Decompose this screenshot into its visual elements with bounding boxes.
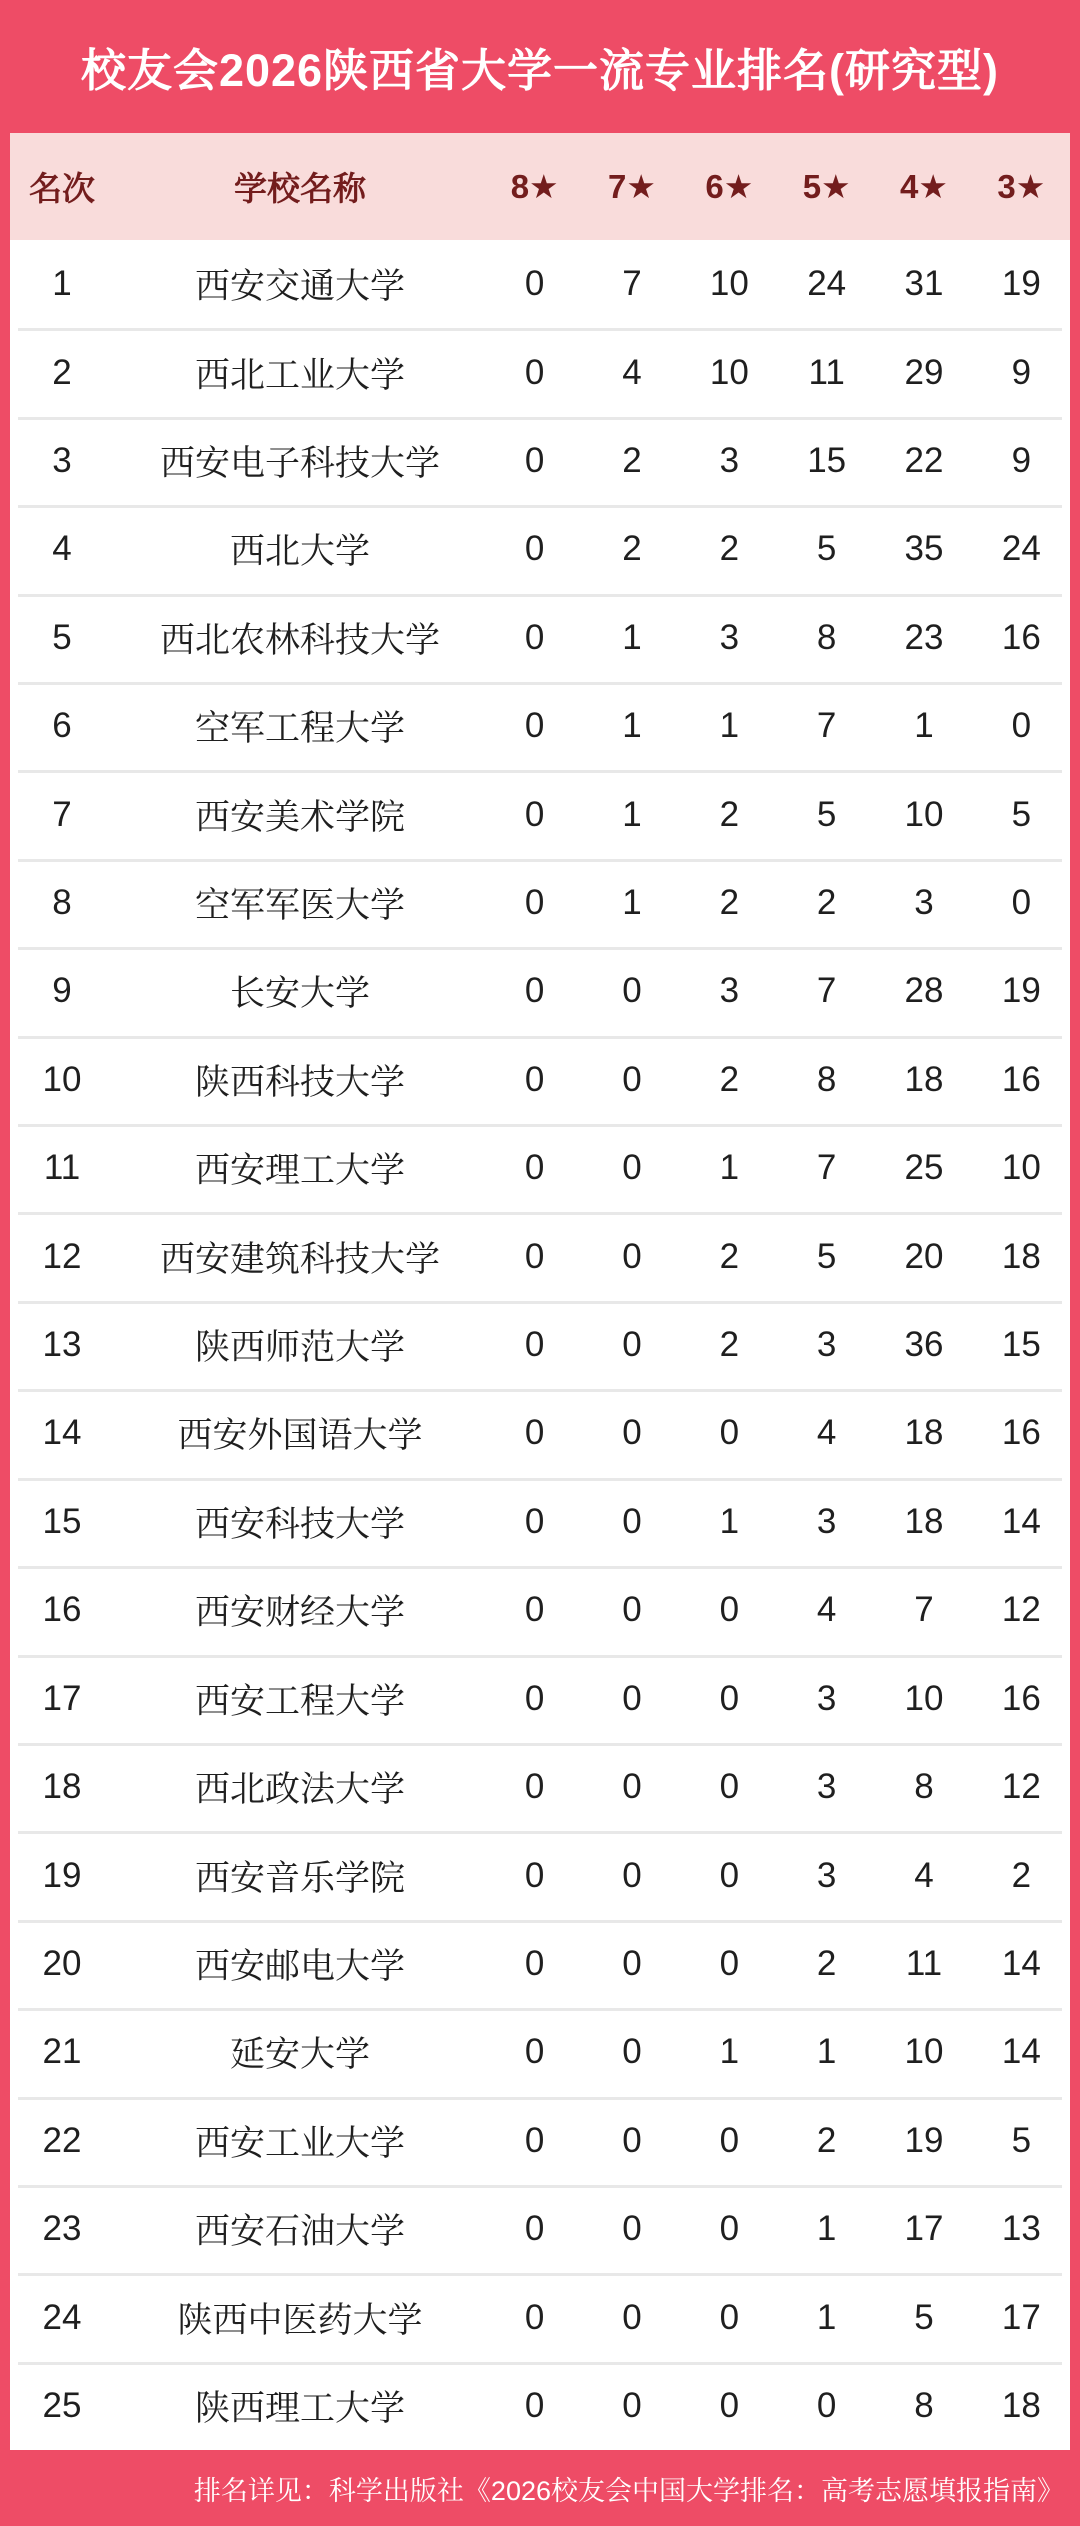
star7-count-cell: 0 xyxy=(622,1855,642,1895)
star3-count-cell: 14 xyxy=(1001,2032,1041,2072)
star6-count-cell: 2 xyxy=(719,1059,740,1099)
star5-count-cell: 5 xyxy=(816,529,837,569)
rank-cell: 21 xyxy=(42,2032,82,2072)
table-row xyxy=(10,770,1070,858)
column-header-rank: 名次 xyxy=(29,170,95,207)
table-row xyxy=(10,328,1070,416)
star4-count-cell: 10 xyxy=(904,2032,944,2072)
star8-count-cell: 0 xyxy=(524,441,545,481)
rank-cell: 19 xyxy=(42,1855,82,1895)
school-name-cell: 西北工业大学 xyxy=(194,355,405,395)
star3-count-cell: 5 xyxy=(1011,794,1032,834)
school-name-cell: 西安外国语大学 xyxy=(177,1416,423,1456)
star3-count-cell: 5 xyxy=(1011,2120,1032,2160)
table-row xyxy=(10,2362,1070,2450)
star4-count-cell: 1 xyxy=(914,706,934,746)
star6-count-cell: 1 xyxy=(719,1501,740,1541)
star8-count-cell: 0 xyxy=(524,352,545,392)
star3-count-cell: 16 xyxy=(1001,1413,1041,1453)
star3-count-cell: 18 xyxy=(1001,2385,1041,2425)
school-name-cell: 长安大学 xyxy=(229,974,370,1014)
star3-count-cell: 0 xyxy=(1011,883,1032,923)
star8-count-cell: 0 xyxy=(524,2032,545,2072)
star7-count-cell: 0 xyxy=(622,1678,642,1718)
ranking-table xyxy=(10,133,1070,2450)
star8-count-cell: 0 xyxy=(524,971,545,1011)
star4-count-cell: 18 xyxy=(904,1059,944,1099)
school-name-cell: 空军工程大学 xyxy=(194,709,405,749)
star7-count-cell: 0 xyxy=(622,2032,642,2072)
star8-count-cell: 0 xyxy=(524,1059,545,1099)
rank-cell: 1 xyxy=(52,264,72,304)
star3-count-cell: 0 xyxy=(1011,706,1032,746)
school-name-cell: 陕西师范大学 xyxy=(194,1328,405,1368)
rank-cell: 13 xyxy=(42,1325,82,1365)
star8-count-cell: 0 xyxy=(524,2385,545,2425)
star6-count-cell: 0 xyxy=(719,1413,740,1453)
star5-count-cell: 3 xyxy=(816,1678,837,1718)
star4-count-cell: 18 xyxy=(904,1501,944,1541)
star8-count-cell: 0 xyxy=(524,1148,545,1188)
star6-count-cell: 3 xyxy=(719,971,740,1011)
star7-count-cell: 0 xyxy=(622,2120,642,2160)
star5-count-cell: 4 xyxy=(816,1413,837,1453)
school-name-cell: 延安大学 xyxy=(229,2035,370,2075)
school-name-cell: 西安电子科技大学 xyxy=(159,444,440,484)
star5-count-cell: 7 xyxy=(816,1148,837,1188)
rank-cell: 2 xyxy=(52,352,72,392)
star7-count-cell: 0 xyxy=(622,2209,642,2249)
table-row xyxy=(10,1566,1070,1654)
star4-count-cell: 19 xyxy=(904,2120,944,2160)
star8-count-cell: 0 xyxy=(524,1678,545,1718)
table-header-row xyxy=(10,133,1070,240)
star4-count-cell: 18 xyxy=(904,1413,944,1453)
rank-cell: 7 xyxy=(52,794,72,834)
column-header-school-name: 学校名称 xyxy=(234,170,366,207)
column-header-3star: 3★ xyxy=(997,168,1046,205)
table-row xyxy=(10,1124,1070,1212)
star8-count-cell: 0 xyxy=(524,1943,545,1983)
rank-cell: 8 xyxy=(52,883,72,923)
star5-count-cell: 3 xyxy=(816,1767,837,1807)
star5-count-cell: 8 xyxy=(816,617,837,657)
column-header-6star: 6★ xyxy=(705,168,754,205)
table-row xyxy=(10,2008,1070,2096)
school-name-cell: 西北大学 xyxy=(229,532,370,572)
table-row xyxy=(10,1655,1070,1743)
star7-count-cell: 0 xyxy=(622,1501,642,1541)
star4-count-cell: 10 xyxy=(904,794,944,834)
star4-count-cell: 8 xyxy=(914,2385,934,2425)
star6-count-cell: 2 xyxy=(719,529,740,569)
table-row xyxy=(10,1478,1070,1566)
school-name-cell: 西安邮电大学 xyxy=(194,1946,405,1986)
star4-count-cell: 10 xyxy=(904,1678,944,1718)
school-name-cell: 西安建筑科技大学 xyxy=(159,1239,440,1279)
star7-count-cell: 2 xyxy=(622,529,642,569)
rank-cell: 25 xyxy=(42,2385,82,2425)
rank-cell: 12 xyxy=(42,1236,82,1276)
star3-count-cell: 12 xyxy=(1001,1767,1041,1807)
school-name-cell: 陕西中医药大学 xyxy=(177,2300,423,2340)
title-banner xyxy=(0,0,1080,133)
star4-count-cell: 23 xyxy=(904,617,944,657)
star5-count-cell: 4 xyxy=(816,1590,837,1630)
star6-count-cell: 10 xyxy=(709,352,749,392)
star4-count-cell: 29 xyxy=(904,352,944,392)
star7-count-cell: 0 xyxy=(622,1059,642,1099)
rank-cell: 10 xyxy=(42,1059,82,1099)
star8-count-cell: 0 xyxy=(524,1501,545,1541)
school-name-cell: 西安音乐学院 xyxy=(194,1858,405,1898)
star3-count-cell: 18 xyxy=(1001,1236,1041,1276)
star7-count-cell: 1 xyxy=(622,883,642,923)
rank-cell: 4 xyxy=(52,529,72,569)
rank-cell: 24 xyxy=(42,2297,82,2337)
star6-count-cell: 2 xyxy=(719,883,740,923)
star6-count-cell: 0 xyxy=(719,2209,740,2249)
star7-count-cell: 1 xyxy=(622,706,642,746)
star5-count-cell: 11 xyxy=(808,352,845,392)
star7-count-cell: 0 xyxy=(622,2385,642,2425)
star4-count-cell: 20 xyxy=(904,1236,944,1276)
star6-count-cell: 2 xyxy=(719,1236,740,1276)
star8-count-cell: 0 xyxy=(524,1855,545,1895)
star5-count-cell: 2 xyxy=(816,2120,837,2160)
rank-cell: 17 xyxy=(42,1678,82,1718)
rank-cell: 15 xyxy=(42,1501,82,1541)
table-row xyxy=(10,1831,1070,1919)
star7-count-cell: 0 xyxy=(622,1325,642,1365)
star7-count-cell: 0 xyxy=(622,971,642,1011)
rank-cell: 16 xyxy=(42,1590,82,1630)
star7-count-cell: 0 xyxy=(622,1148,642,1188)
column-header-5star: 5★ xyxy=(802,168,851,205)
table-row xyxy=(10,505,1070,593)
star7-count-cell: 4 xyxy=(622,352,642,392)
star7-count-cell: 1 xyxy=(622,617,642,657)
star8-count-cell: 0 xyxy=(524,529,545,569)
rank-cell: 14 xyxy=(42,1413,82,1453)
column-header-4star: 4★ xyxy=(900,168,948,205)
star7-count-cell: 0 xyxy=(622,1413,642,1453)
star5-count-cell: 1 xyxy=(816,2032,837,2072)
footnote-text: 排名详见：科学出版社《2026校友会中国大学排名：高考志愿填报指南》 xyxy=(193,2475,1064,2506)
star3-count-cell: 14 xyxy=(1001,1943,1041,1983)
star4-count-cell: 31 xyxy=(904,264,944,304)
star3-count-cell: 19 xyxy=(1001,264,1041,304)
star5-count-cell: 7 xyxy=(816,706,837,746)
school-name-cell: 西安理工大学 xyxy=(194,1151,405,1191)
star3-count-cell: 12 xyxy=(1001,1590,1041,1630)
star5-count-cell: 3 xyxy=(816,1501,837,1541)
table-row xyxy=(10,2185,1070,2273)
star5-count-cell: 5 xyxy=(816,794,837,834)
star6-count-cell: 0 xyxy=(719,1855,740,1895)
star3-count-cell: 19 xyxy=(1001,971,1041,1011)
school-name-cell: 西安工程大学 xyxy=(194,1681,405,1721)
school-name-cell: 陕西科技大学 xyxy=(194,1062,405,1102)
star8-count-cell: 0 xyxy=(524,1767,545,1807)
table-row xyxy=(10,1920,1070,2008)
table-row xyxy=(10,594,1070,682)
column-header-8star: 8★ xyxy=(510,168,559,205)
star5-count-cell: 15 xyxy=(807,441,847,481)
star5-count-cell: 3 xyxy=(816,1855,837,1895)
star4-count-cell: 3 xyxy=(914,883,934,923)
star8-count-cell: 0 xyxy=(524,794,545,834)
table-row xyxy=(10,2273,1070,2361)
school-name-cell: 西安石油大学 xyxy=(194,2212,405,2252)
star6-count-cell: 3 xyxy=(719,441,740,481)
star8-count-cell: 0 xyxy=(524,2120,545,2160)
star3-count-cell: 9 xyxy=(1011,441,1032,481)
star5-count-cell: 8 xyxy=(816,1059,837,1099)
star3-count-cell: 16 xyxy=(1001,1059,1041,1099)
footer-bar xyxy=(0,2450,1080,2526)
school-name-cell: 西安工业大学 xyxy=(194,2123,405,2163)
star6-count-cell: 10 xyxy=(709,264,749,304)
star4-count-cell: 22 xyxy=(904,441,944,481)
school-name-cell: 西安科技大学 xyxy=(194,1504,405,1544)
star7-count-cell: 7 xyxy=(622,264,642,304)
star4-count-cell: 7 xyxy=(914,1590,934,1630)
star8-count-cell: 0 xyxy=(524,2297,545,2337)
table-row xyxy=(10,1212,1070,1300)
star5-count-cell: 5 xyxy=(816,1236,837,1276)
star3-count-cell: 15 xyxy=(1001,1325,1041,1365)
table-row xyxy=(10,1743,1070,1831)
star4-count-cell: 17 xyxy=(904,2209,944,2249)
star8-count-cell: 0 xyxy=(524,883,545,923)
school-name-cell: 西安交通大学 xyxy=(194,267,405,307)
star7-count-cell: 2 xyxy=(622,441,642,481)
table-row xyxy=(10,1389,1070,1477)
table-row xyxy=(10,682,1070,770)
star6-count-cell: 2 xyxy=(719,1325,740,1365)
table-row xyxy=(10,2097,1070,2185)
column-header-7star: 7★ xyxy=(608,168,656,205)
star8-count-cell: 0 xyxy=(524,1413,545,1453)
table-body xyxy=(10,240,1070,2450)
star4-count-cell: 11 xyxy=(905,1943,943,1983)
star8-count-cell: 0 xyxy=(524,617,545,657)
school-name-cell: 西北农林科技大学 xyxy=(159,620,440,660)
rank-cell: 9 xyxy=(52,971,72,1011)
star8-count-cell: 0 xyxy=(524,264,545,304)
star4-count-cell: 8 xyxy=(914,1767,934,1807)
star3-count-cell: 16 xyxy=(1001,617,1041,657)
rank-cell: 5 xyxy=(52,617,72,657)
star3-count-cell: 16 xyxy=(1001,1678,1041,1718)
table-row xyxy=(10,1301,1070,1389)
star5-count-cell: 24 xyxy=(807,264,847,304)
rank-cell: 3 xyxy=(52,441,72,481)
star6-count-cell: 1 xyxy=(719,2032,740,2072)
star4-count-cell: 4 xyxy=(914,1855,934,1895)
star5-count-cell: 7 xyxy=(816,971,837,1011)
star6-count-cell: 1 xyxy=(719,706,740,746)
star6-count-cell: 0 xyxy=(719,2120,740,2160)
star3-count-cell: 14 xyxy=(1001,1501,1041,1541)
star4-count-cell: 36 xyxy=(904,1325,944,1365)
star7-count-cell: 0 xyxy=(622,2297,642,2337)
school-name-cell: 陕西理工大学 xyxy=(194,2388,405,2428)
rank-cell: 22 xyxy=(42,2120,82,2160)
star6-count-cell: 0 xyxy=(719,2385,740,2425)
star5-count-cell: 2 xyxy=(816,883,837,923)
star3-count-cell: 10 xyxy=(1001,1148,1041,1188)
star3-count-cell: 2 xyxy=(1011,1855,1032,1895)
star7-count-cell: 0 xyxy=(622,1767,642,1807)
table-row xyxy=(10,947,1070,1035)
page-title: 校友会2026陕西省大学一流专业排名(研究型) xyxy=(80,45,1000,96)
star3-count-cell: 13 xyxy=(1001,2209,1041,2249)
rank-cell: 20 xyxy=(42,1943,82,1983)
star7-count-cell: 1 xyxy=(622,794,642,834)
table-row xyxy=(10,1036,1070,1124)
star7-count-cell: 0 xyxy=(622,1943,642,1983)
star5-count-cell: 2 xyxy=(816,1943,837,1983)
star5-count-cell: 1 xyxy=(816,2297,837,2337)
star7-count-cell: 0 xyxy=(622,1236,642,1276)
rank-cell: 6 xyxy=(52,706,72,746)
star5-count-cell: 1 xyxy=(816,2209,837,2249)
star6-count-cell: 0 xyxy=(719,1590,740,1630)
star8-count-cell: 0 xyxy=(524,1590,545,1630)
school-name-cell: 西北政法大学 xyxy=(194,1770,405,1810)
star8-count-cell: 0 xyxy=(524,1236,545,1276)
star5-count-cell: 3 xyxy=(816,1325,837,1365)
star6-count-cell: 0 xyxy=(719,1943,740,1983)
rank-cell: 23 xyxy=(42,2209,82,2249)
star6-count-cell: 0 xyxy=(719,2297,740,2337)
star6-count-cell: 3 xyxy=(719,617,740,657)
star4-count-cell: 35 xyxy=(904,529,944,569)
star8-count-cell: 0 xyxy=(524,706,545,746)
rank-cell: 18 xyxy=(42,1767,82,1807)
star6-count-cell: 0 xyxy=(719,1678,740,1718)
star8-count-cell: 0 xyxy=(524,1325,545,1365)
star3-count-cell: 9 xyxy=(1011,352,1032,392)
rank-cell: 11 xyxy=(43,1148,81,1188)
star6-count-cell: 0 xyxy=(719,1767,740,1807)
table-row xyxy=(10,240,1070,328)
table-row xyxy=(10,417,1070,505)
school-name-cell: 空军军医大学 xyxy=(194,886,405,926)
star8-count-cell: 0 xyxy=(524,2209,545,2249)
school-name-cell: 西安美术学院 xyxy=(194,797,405,837)
table-row xyxy=(10,859,1070,947)
star7-count-cell: 0 xyxy=(622,1590,642,1630)
star5-count-cell: 0 xyxy=(816,2385,837,2425)
star3-count-cell: 24 xyxy=(1001,529,1041,569)
star3-count-cell: 17 xyxy=(1001,2297,1041,2337)
star4-count-cell: 5 xyxy=(914,2297,934,2337)
star6-count-cell: 2 xyxy=(719,794,740,834)
star4-count-cell: 28 xyxy=(904,971,944,1011)
star4-count-cell: 25 xyxy=(904,1148,944,1188)
star6-count-cell: 1 xyxy=(719,1148,740,1188)
school-name-cell: 西安财经大学 xyxy=(194,1593,405,1633)
